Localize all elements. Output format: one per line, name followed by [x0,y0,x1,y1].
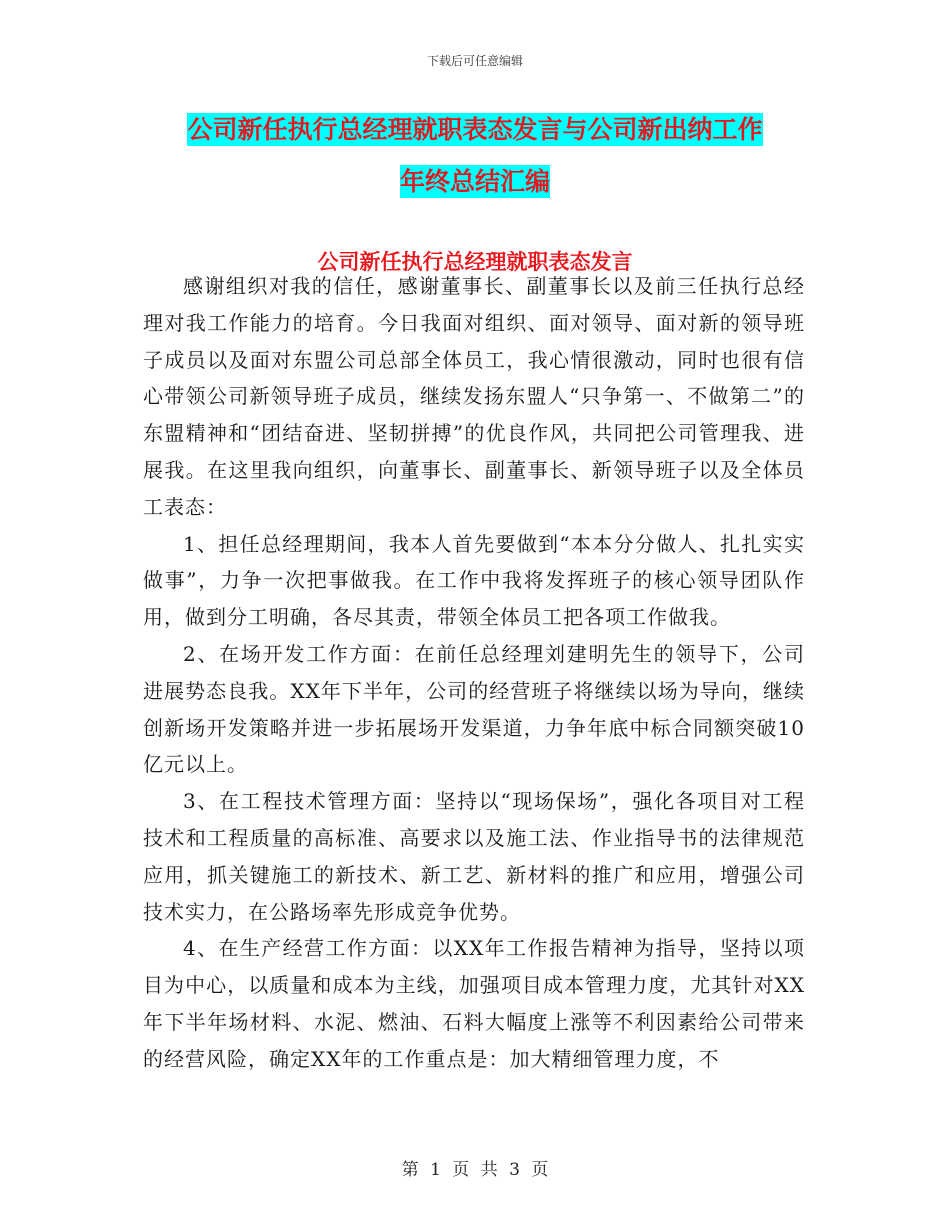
section-title: 公司新任执行总经理就职表态发言 [317,250,633,274]
paragraph-intro: 感谢组织对我的信任，感谢董事长、副董事长以及前三任执行总经理对我工作能力的培育。今日我面对组织、面对领导、面对新的领导班子成员以及面对东盟公司总部全体员工，我心情很激动，同时也很有信心带领公司新领导班子成员，继续发扬东盟人“只争第一、不做第二”的东盟精神和“团结奋进、坚韧拼搏”的优良作风，共同把公司管理我、进展我。在这里我向组织，向董事长、副董事长、新领导班子以及全体员工表态： [143,274,805,519]
document-title [0,104,950,208]
paragraph-item-3: 3、在工程技术管理方面：坚持以“现场保场”，强化各项目对工程技术和工程质量的高标准、高要求以及施工法、作业指导书的法律规范应用，抓关键施工的新技术、新工艺、新材料的推广和应用，增强公司技术实力，在公路场率先形成竞争优势。 [143,789,805,924]
paragraph-item-4: 4、在生产经营工作方面：以XX年工作报告精神为指导，坚持以项目为中心，以质量和成本为主线，加强项目成本管理力度，尤其针对XX年下半年场材料、水泥、燃油、石料大幅度上涨等不利因素给公司带来的经营风险，确定XX年的工作重点是：加大精细管理力度，不 [143,936,805,1071]
page-header-note: 下载后可任意编辑 [426,54,523,68]
paragraph-item-2: 2、在场开发工作方面：在前任总经理刘建明先生的领导下，公司进展势态良我。XX年下半年，公司的经营班子将继续以场为导向，继续创新场开发策略并进一步拓展场开发渠道，力争年底中标合同额突破10亿元以上。 [143,641,805,777]
document-title-line-1: 公司新任执行总经理就职表态发言与公司新出纳工作 [187,115,763,144]
page-number-footer: 第 1 页 共 3 页 [401,1160,549,1180]
paragraph-item-1: 1、担任总经理期间，我本人首先要做到“本本分分做人、扎扎实实做事”，力争一次把事做我。在工作中我将发挥班子的核心领导团队作用，做到分工明确，各尽其责，带领全体员工把各项工作做我。 [143,531,805,630]
document-body [143,268,805,1078]
document-title-line-2: 年终总结汇编 [399,167,550,196]
